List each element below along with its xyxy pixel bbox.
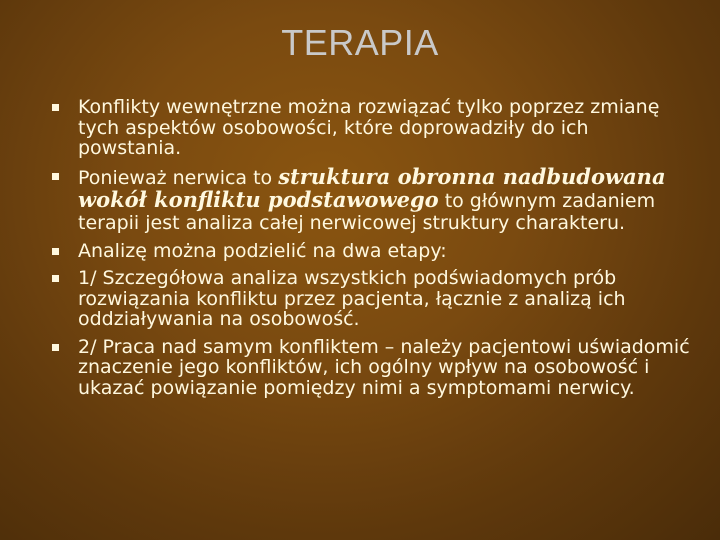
square-bullet-icon [52, 248, 59, 255]
square-bullet-icon [52, 275, 59, 282]
bullet-text-prefix: Ponieważ nerwica to [78, 166, 279, 189]
bullet-item-4 [52, 268, 692, 330]
bullet-emphasis: struktura obronna nadbudowana wokół konfliktu podstawowego [78, 163, 666, 212]
bullet-text-suffix: to głównym zadaniem terapii jest analiza całej nerwicowej struktury charakteru. [78, 189, 656, 234]
bullet-item-5 [52, 337, 692, 399]
square-bullet-icon [52, 104, 59, 111]
bullet-item-1 [52, 97, 692, 159]
bullet-text: Analizę można podzielić na dwa etapy: [78, 239, 447, 262]
bullet-text: 1/ Szczegółowa analiza wszystkich podświadomych prób rozwiązania konfliktu przez pacjenta, łącznie z analizą ich oddziaływania na osobowość. [78, 267, 626, 330]
bullet-list [52, 97, 692, 405]
square-bullet-icon [52, 173, 59, 180]
bullet-text: 2/ Praca nad samym konfliktem – należy pacjentowi uświadomić znaczenie jego konfliktów, ich ogólny wpływ na osobowość i ukazać powiązanie pomiędzy nimi a symptomami nerwicy. [78, 335, 690, 399]
square-bullet-icon [52, 344, 59, 351]
bullet-item-3 [52, 241, 692, 262]
bullet-item-2 [52, 163, 692, 234]
slide-title: TERAPIA [281, 22, 439, 63]
bullet-text: Konflikty wewnętrzne można rozwiązać tylko poprzez zmianę tych aspektów osobowości, które doprowadziły do ich powstania. [78, 96, 660, 159]
